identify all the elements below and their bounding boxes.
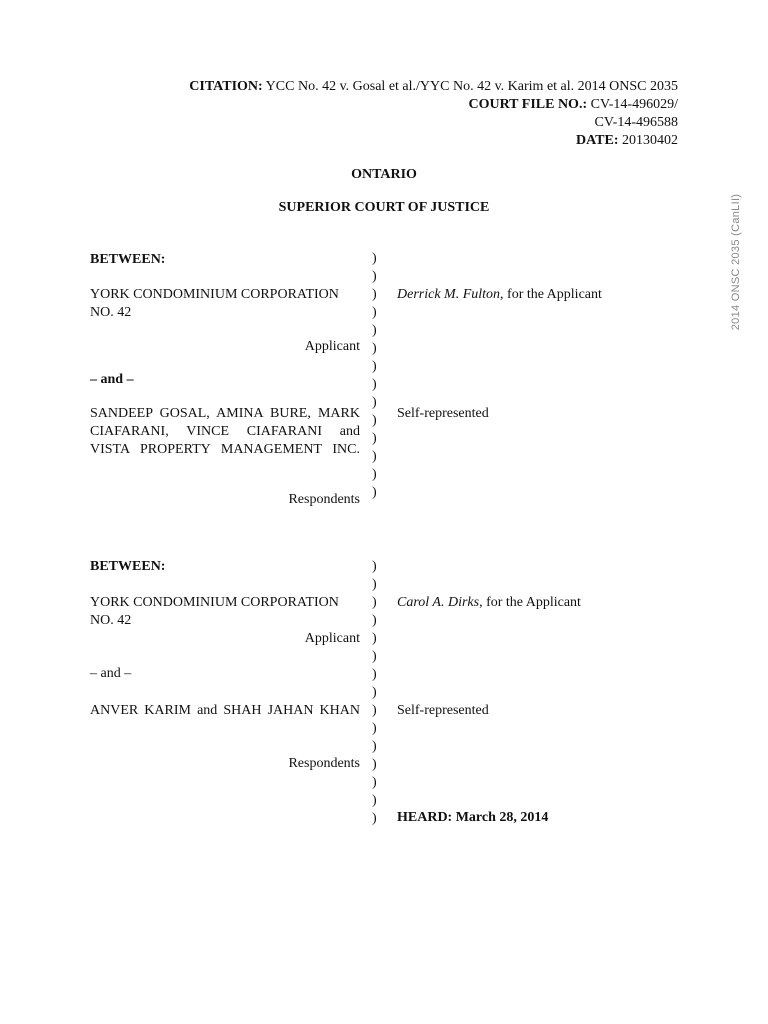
court-file-label: COURT FILE NO.: xyxy=(468,97,588,112)
case2-respondents-counsel: Self-represented xyxy=(397,703,489,718)
case1-between: BETWEEN: xyxy=(90,252,166,267)
paren: ) xyxy=(372,485,377,500)
case1-respondents-counsel: Self-represented xyxy=(397,406,489,421)
paren: ) xyxy=(372,395,377,410)
case2-respondents-role: Respondents xyxy=(288,756,360,771)
court-file-line xyxy=(100,96,678,114)
case1-counsel-name: Derrick M. Fulton xyxy=(397,287,501,302)
paren: ) xyxy=(372,703,377,718)
paren: ) xyxy=(372,269,377,284)
paren: ) xyxy=(372,613,377,628)
case2-counsel xyxy=(397,594,581,612)
court-file-line-2 xyxy=(100,114,678,132)
paren: ) xyxy=(372,739,377,754)
canlii-watermark: 2014 ONSC 2035 (CanLII) xyxy=(730,193,742,331)
paren: ) xyxy=(372,251,377,266)
case1-applicant-role: Applicant xyxy=(304,339,360,354)
case1-respondents-names: SANDEEP GOSAL, AMINA BURE, MARK CIAFARANI, VINCE CIAFARANI and VISTA PROPERTY MANAGEMENT INC. xyxy=(90,406,360,457)
date-label: DATE: xyxy=(575,133,619,148)
paren: ) xyxy=(372,685,377,700)
paren: ) xyxy=(372,287,377,302)
case2-respondents-names: ANVER KARIM and SHAH JAHAN KHAN xyxy=(90,703,360,718)
paren: ) xyxy=(372,811,377,826)
jurisdiction-heading: ONTARIO xyxy=(351,167,417,182)
case2-applicant-name: YORK CONDOMINIUM CORPORATION NO. 42 xyxy=(90,595,339,628)
paren: ) xyxy=(372,341,377,356)
paren: ) xyxy=(372,359,377,374)
paren: ) xyxy=(372,377,377,392)
paren: ) xyxy=(372,649,377,664)
paren: ) xyxy=(372,631,377,646)
court-file-value-2: CV-14-496588 xyxy=(594,115,678,130)
paren: ) xyxy=(372,793,377,808)
case1-respondents-role: Respondents xyxy=(288,492,360,507)
case2-and: – and – xyxy=(90,666,132,681)
paren: ) xyxy=(372,577,377,592)
case2-applicant-role: Applicant xyxy=(304,631,360,646)
paren: ) xyxy=(372,305,377,320)
case2-counsel-role: , for the Applicant xyxy=(479,595,581,610)
paren: ) xyxy=(372,775,377,790)
citation-line xyxy=(100,78,678,96)
date-value: 20130402 xyxy=(622,133,678,148)
paren: ) xyxy=(372,467,377,482)
date-line xyxy=(100,132,678,150)
paren: ) xyxy=(372,721,377,736)
paren: ) xyxy=(372,431,377,446)
case1-applicant-name: YORK CONDOMINIUM CORPORATION NO. 42 xyxy=(90,287,339,320)
court-file-value-1: CV-14-496029/ xyxy=(590,97,678,112)
paren: ) xyxy=(372,413,377,428)
paren: ) xyxy=(372,449,377,464)
citation-value: YCC No. 42 v. Gosal et al./YYC No. 42 v. Karim et al. 2014 ONSC 2035 xyxy=(265,79,678,94)
paren: ) xyxy=(372,667,377,682)
paren: ) xyxy=(372,559,377,574)
court-heading: SUPERIOR COURT OF JUSTICE xyxy=(278,200,490,215)
case1-and: – and – xyxy=(90,372,134,387)
heard-date: HEARD: March 28, 2014 xyxy=(397,810,549,825)
paren: ) xyxy=(372,323,377,338)
case2-between: BETWEEN: xyxy=(90,559,166,574)
paren: ) xyxy=(372,595,377,610)
citation-label: CITATION: xyxy=(189,79,263,94)
paren: ) xyxy=(372,757,377,772)
case2-counsel-name: Carol A. Dirks xyxy=(397,595,480,610)
case1-counsel xyxy=(397,286,602,304)
case1-counsel-role: , for the Applicant xyxy=(500,287,602,302)
